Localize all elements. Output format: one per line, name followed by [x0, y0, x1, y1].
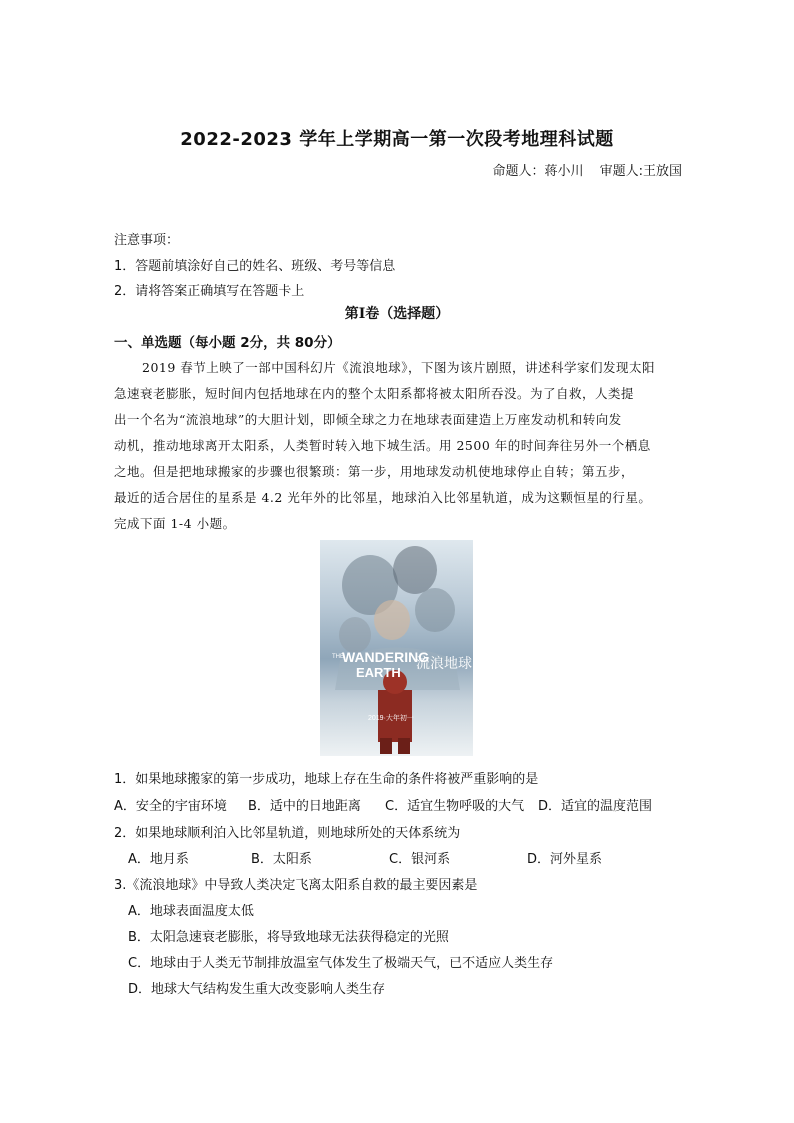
author-line: [492, 160, 682, 179]
section-title: 一、单选题（每小题 2分，共 80分）: [114, 335, 341, 351]
option-d: D．河外星系: [527, 852, 603, 867]
movie-poster-image: [320, 540, 473, 756]
exam-title: 2022-2023 学年上学期高一第一次段考地理科试题: [180, 129, 614, 150]
question-stem: 1．如果地球搬家的第一步成功，地球上存在生命的条件将被严重影响的是: [114, 772, 539, 787]
option-c: C．银河系: [389, 852, 451, 867]
notes-item: 2．请将答案正确填写在答题卡上: [114, 284, 305, 299]
passage-line: 动机，推动地球离开太阳系，人类暂时转入地下城生活。用 2500 年的时间奔往另外一个栖息: [114, 438, 651, 453]
option-a: A．地球表面温度太低: [128, 904, 254, 919]
option-c: C．适宜生物呼吸的大气: [385, 799, 525, 814]
poster-release-date: 2019·大年初一: [368, 715, 414, 722]
passage-line: 完成下面 1-4 小题。: [114, 516, 236, 531]
passage-line: 之地。但是把地球搬家的步骤也很繁琐：第一步，用地球发动机使地球停止自转；第五步，: [114, 464, 635, 479]
passage-line: 最近的适合居住的星系是 4.2 光年外的比邻星，地球泊入比邻星轨道，成为这颗恒星的行星。: [114, 490, 652, 505]
passage-line: 急速衰老膨胀，短时间内包括地球在内的整个太阳系都将被太阳所吞没。为了自救，人类提: [114, 386, 635, 401]
option-b: B．太阳急速衰老膨胀，将导致地球无法获得稳定的光照: [128, 930, 449, 945]
option-d: D．适宜的温度范围: [538, 799, 653, 814]
option-b: B．适中的日地距离: [248, 799, 361, 814]
poster-artwork: [320, 540, 473, 756]
notes-item: 1．答题前填涂好自己的姓名、班级、考号等信息: [114, 259, 396, 274]
poster-cn-title: 流浪地球: [416, 656, 472, 672]
option-a: A．地月系: [128, 852, 189, 867]
passage-line: 出一个名为“流浪地球”的大胆计划，即倾全球之力在地球表面建造上万座发动机和转向发: [114, 412, 622, 427]
option-a: A．安全的宇宙环境: [114, 799, 227, 814]
option-b: B．太阳系: [251, 852, 312, 867]
author-name: 命题人：蒋小川: [492, 164, 584, 179]
option-c: C．地球由于人类无节制排放温室气体发生了极端天气，已不适应人类生存: [128, 956, 554, 971]
poster-text-earth: EARTH: [356, 665, 401, 680]
poster-text-wandering: WANDERING: [342, 649, 430, 665]
option-d: D．地球大气结构发生重大改变影响人类生存: [128, 982, 386, 997]
poster-text-the: THE: [332, 654, 344, 660]
passage-line: 2019 春节上映了一部中国科幻片《流浪地球》，下图为该片剧照，讲述科学家们发现太阳: [142, 360, 656, 375]
question-stem: 2．如果地球顺利泊入比邻星轨道，则地球所处的天体系统为: [114, 826, 461, 841]
volume-title: 第Ⅰ卷（选择题）: [344, 306, 450, 322]
question-stem: 3.《流浪地球》中导致人类决定飞离太阳系自救的最主要因素是: [114, 878, 478, 893]
notes-heading: 注意事项：: [114, 233, 180, 248]
reviewer-name: 审题人:王放国: [599, 164, 682, 179]
